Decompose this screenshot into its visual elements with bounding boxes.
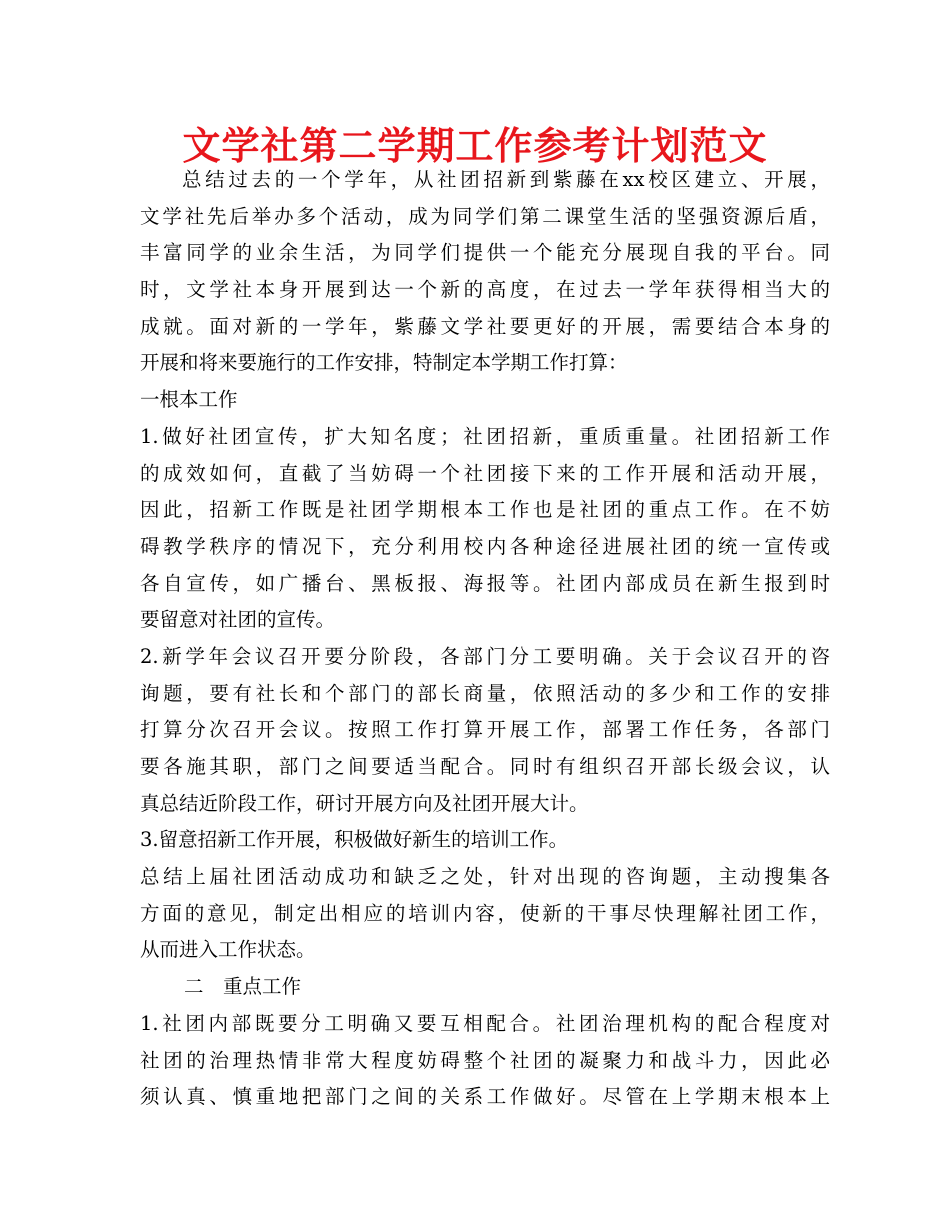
paragraph-line: 碍教学秩序的情况下，充分利用校内各种途径进展社团的统一宣传或 <box>140 534 830 558</box>
paragraph-line: 成就。面对新的一学年，紫藤文学社要更好的开展，需要结合本身的 <box>140 314 830 338</box>
paragraph-line: 真总结近阶段工作，研讨开展方向及社团开展大计。 <box>140 791 589 815</box>
paragraph-line: 2.新学年会议召开要分阶段，各部门分工要明确。关于会议召开的咨 <box>140 644 830 668</box>
paragraph-line: 的成效如何，直截了当妨碍一个社团接下来的工作开展和活动开展， <box>140 461 830 485</box>
paragraph-line: 开展和将来要施行的工作安排，特制定本学期工作打算： <box>140 351 628 375</box>
paragraph-line: 询题，要有社长和个部门的部长商量，依照活动的多少和工作的安排 <box>140 681 830 705</box>
paragraph-line: 打算分次召开会议。按照工作打算开展工作，部署工作任务，各部门 <box>140 718 830 742</box>
paragraph-line: 1.做好社团宣传，扩大知名度；社团招新，重质重量。社团招新工作 <box>140 424 830 448</box>
paragraph-line: 方面的意见，制定出相应的培训内容，使新的干事尽快理解社团工作， <box>140 901 830 925</box>
paragraph-line: 社团的治理热情非常大程度妨碍整个社团的凝聚力和战斗力，因此必 <box>140 1048 830 1072</box>
paragraph-line: 因此，招新工作既是社团学期根本工作也是社团的重点工作。在不妨 <box>140 498 830 522</box>
paragraph-line: 3.留意招新工作开展，积极做好新生的培训工作。 <box>140 828 569 852</box>
paragraph-line: 各自宣传，如广播台、黑板报、海报等。社团内部成员在新生报到时 <box>140 571 830 595</box>
paragraph-line: 总结上届社团活动成功和缺乏之处，针对出现的咨询题，主动搜集各 <box>140 865 830 889</box>
section-heading: 二 重点工作 <box>184 975 302 999</box>
paragraph-line: 文学社先后举办多个活动，成为同学们第二课堂生活的坚强资源后盾， <box>140 204 830 228</box>
paragraph-line: 1.社团内部既要分工明确又要互相配合。社团治理机构的配合程度对 <box>140 1011 830 1035</box>
document-body <box>140 162 830 1116</box>
section-heading: 一根本工作 <box>140 388 238 412</box>
paragraph-line: 时，文学社本身开展到达一个新的高度，在过去一学年获得相当大的 <box>140 278 830 302</box>
paragraph-line: 要各施其职，部门之间要适当配合。同时有组织召开部长级会议，认 <box>140 755 830 778</box>
document-title: 文学社第二学期工作参考计划范文 <box>182 124 768 168</box>
paragraph-line: 从而进入工作状态。 <box>140 938 316 962</box>
paragraph-line: 要留意对社团的宣传。 <box>140 608 336 632</box>
paragraph-line: 须认真、慎重地把部门之间的关系工作做好。尽管在上学期末根本上 <box>140 1085 830 1109</box>
paragraph-line: 总结过去的一个学年，从社团招新到紫藤在xx校区建立、开展， <box>182 168 830 191</box>
paragraph-line: 丰富同学的业余生活，为同学们提供一个能充分展现自我的平台。同 <box>140 241 830 265</box>
